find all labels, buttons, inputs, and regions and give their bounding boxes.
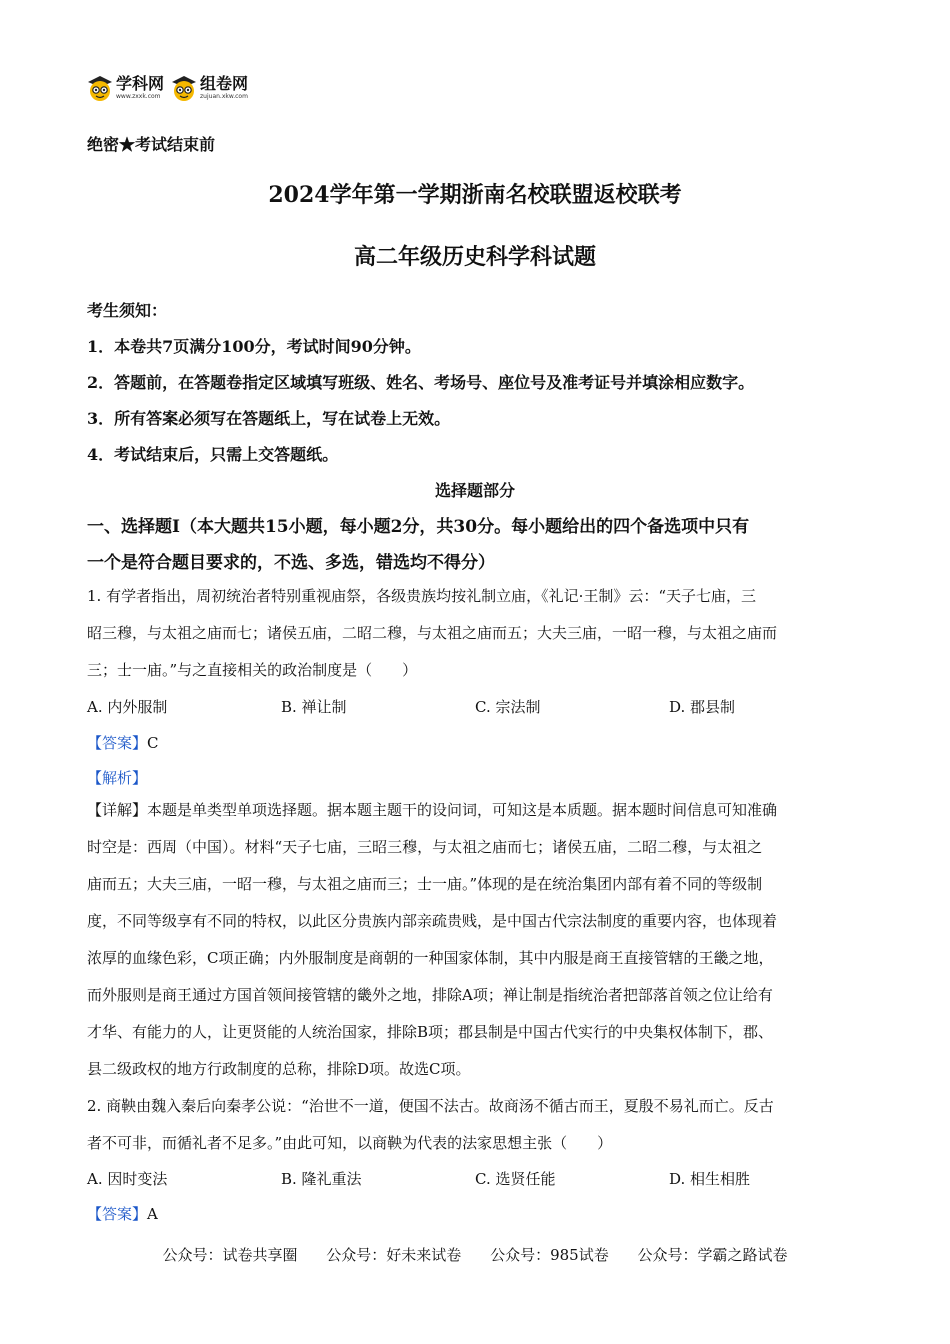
q1-detail: 才华、有能力的人，让更贤能的人统治国家，排除B项；郡县制是中国古代实行的中央集权体制下，郡、 [87, 1023, 774, 1041]
analysis-tag: 【解析】 [87, 769, 148, 787]
q1-detail: 庙而五；大夫三庙，一昭一穆，与太祖之庙而三；士一庙。”体现的是在统治集团内部有着不同的等级制 [87, 875, 763, 893]
q2-option-c: C. 选贤任能 [475, 1170, 556, 1188]
q1-detail: 县二级政权的地方行政制度的总称，排除D项。故选C项。 [87, 1060, 471, 1078]
mascot-icon [84, 72, 116, 104]
logo1-url: www.zxxk.com [116, 93, 161, 100]
notice-item: 3．所有答案必须写在答题纸上，写在试卷上无效。 [87, 409, 451, 428]
q1-detail: 时空是：西周（中国）。材料“天子七庙，三昭三穆，与太祖之庙而七；诸侯五庙，二昭二穆，与太祖之 [87, 838, 763, 856]
logo2-name: 组卷网 [200, 74, 249, 93]
footer-item: 公众号：好未来试卷 [326, 1246, 462, 1264]
q1-option-a: A. 内外服制 [87, 698, 168, 716]
q1-stem: 1. 有学者指出，周初统治者特别重视庙祭，各级贵族均按礼制立庙，《礼记·王制》云：“天子七庙，三 [87, 587, 757, 605]
q2-option-d: D. 相生相胜 [669, 1170, 751, 1188]
answer-tag: 【答案】 [87, 734, 148, 752]
q2-stem: 2. 商鞅由魏入秦后向秦孝公说：“治世不一道，便国不法古。故商汤不循古而王，夏殷不易礼而亡。反古 [87, 1097, 774, 1115]
answer-value: A [147, 1205, 158, 1223]
exam-title: 2024学年第一学期浙南名校联盟返校联考 [268, 182, 682, 208]
logo-zujuan [168, 72, 248, 104]
q1-detail [87, 792, 777, 829]
q2-answer [87, 1203, 158, 1224]
logo-zxxk [84, 72, 164, 104]
detail-tag: 【详解】 [87, 801, 148, 819]
q1-detail: 而外服则是商王通过方国首领间接管辖的畿外之地，排除A项；禅让制是指统治者把部落首领之位让给有 [87, 986, 773, 1004]
header-logo [84, 70, 252, 106]
footer-item: 公众号：985试卷 [490, 1246, 609, 1264]
logo2-url: zujuan.xkw.com [200, 93, 248, 100]
part-heading: 一、选择题Ⅰ（本大题共15小题，每小题2分，共30分。每小题给出的四个备选项中只有 [87, 517, 750, 537]
q1-answer [87, 732, 159, 753]
section-title: 选择题部分 [434, 481, 515, 500]
logo1-name: 学科网 [116, 74, 165, 93]
q1-stem: 三；士一庙。”与之直接相关的政治制度是（ ） [87, 661, 418, 679]
q1-option-b: B. 禅让制 [281, 698, 347, 716]
answer-value: C [147, 734, 159, 752]
q2-option-a: A. 因时变法 [87, 1170, 168, 1188]
notice-heading: 考生须知： [87, 301, 168, 320]
q2-stem: 者不可非，而循礼者不足多。”由此可知，以商鞅为代表的法家思想主张（ ） [87, 1134, 613, 1152]
q1-detail: 浓厚的血缘色彩，C项正确；内外服制度是商朝的一种国家体制，其中内服是商王直接管辖的王畿之地， [87, 949, 774, 967]
q1-detail: 度，不同等级享有不同的特权，以此区分贵族内部亲疏贵贱，是中国古代宗法制度的重要内容，也体现着 [87, 912, 778, 930]
notice-item: 4．考试结束后，只需上交答题纸。 [87, 445, 339, 464]
part-heading: 一个是符合题目要求的，不选、多选，错选均不得分） [87, 553, 495, 573]
page-footer [0, 1244, 950, 1265]
q1-option-d: D. 郡县制 [669, 698, 736, 716]
notice-item: 2．答题前，在答题卷指定区域填写班级、姓名、考场号、座位号及准考证号并填涂相应数字。 [87, 373, 755, 392]
q1-analysis-tag [87, 767, 147, 788]
detail-text: 本题是单类型单项选择题。据本题主题干的设问词，可知这是本质题。据本题时间信息可知准确 [147, 801, 778, 819]
q1-option-c: C. 宗法制 [475, 698, 541, 716]
footer-item: 公众号：试卷共享圈 [162, 1246, 298, 1264]
answer-tag: 【答案】 [87, 1205, 148, 1223]
q1-stem: 昭三穆，与太祖之庙而七；诸侯五庙，二昭二穆，与太祖之庙而五；大夫三庙，一昭一穆，与太祖之庙而 [87, 624, 778, 642]
notice-item: 1．本卷共7页满分100分，考试时间90分钟。 [87, 337, 421, 356]
confidential-label: 绝密★考试结束前 [87, 135, 216, 154]
mascot-icon [168, 72, 200, 104]
footer-item: 公众号：学霸之路试卷 [637, 1246, 788, 1264]
exam-subtitle: 高二年级历史科学科试题 [353, 244, 596, 270]
q2-option-b: B. 隆礼重法 [281, 1170, 362, 1188]
